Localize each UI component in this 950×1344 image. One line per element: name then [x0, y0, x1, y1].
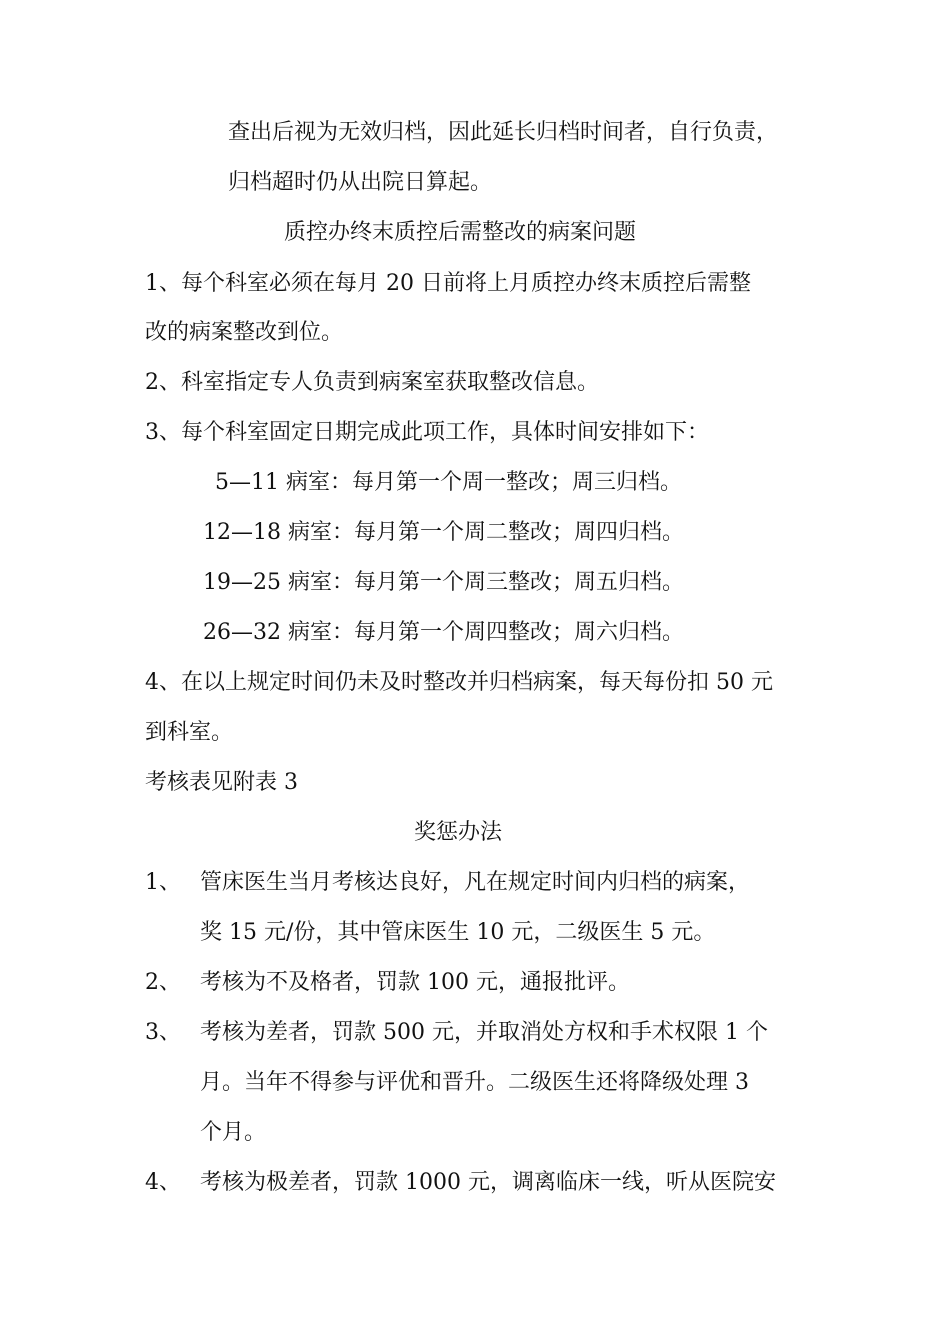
reward-item-text: 月。当年不得参与评优和晋升。二级医生还将降级处理 3 — [200, 1070, 749, 1095]
section-title-rewards: 奖惩办法 — [414, 820, 503, 845]
intro-line-1: 查出后视为无效归档，因此延长归档时间者，自行负责， — [228, 120, 779, 145]
rule-2: 2、科室指定专人负责到病案室获取整改信息。 — [145, 370, 599, 395]
reward-item-number: 3、 — [145, 1020, 181, 1045]
schedule-row: 19—25 病室：每月第一个周三整改；周五归档。 — [203, 570, 684, 595]
schedule-row: 12—18 病室：每月第一个周二整改；周四归档。 — [203, 520, 684, 545]
section-title-quality: 质控办终末质控后需整改的病案问题 — [284, 220, 637, 245]
reward-item-text: 奖 15 元/份，其中管床医生 10 元，二级医生 5 元。 — [200, 920, 716, 945]
reward-item-number: 4、 — [145, 1170, 181, 1195]
reward-item-text: 考核为不及格者，罚款 100 元，通报批评。 — [200, 970, 630, 995]
reward-item-text: 管床医生当月考核达良好，凡在规定时间内归档的病案， — [200, 870, 751, 895]
schedule-row: 5—11 病室：每月第一个周一整改；周三归档。 — [215, 470, 682, 495]
reward-item-text: 考核为差者，罚款 500 元，并取消处方权和手术权限 1 个 — [200, 1020, 768, 1045]
appendix-note: 考核表见附表 3 — [145, 770, 298, 795]
reward-item-text: 个月。 — [200, 1120, 267, 1145]
reward-item-number: 1、 — [145, 870, 181, 895]
rule-3: 3、每个科室固定日期完成此项工作，具体时间安排如下： — [145, 420, 709, 445]
reward-item-number: 2、 — [145, 970, 181, 995]
rule-1-line-1: 1、每个科室必须在每月 20 日前将上月质控办终末质控后需整 — [145, 271, 751, 296]
reward-item-text: 考核为极差者，罚款 1000 元，调离临床一线，听从医院安 — [200, 1170, 776, 1195]
rule-4-line-2: 到科室。 — [145, 720, 234, 745]
rule-4-line-1: 4、在以上规定时间仍未及时整改并归档病案，每天每份扣 50 元 — [145, 670, 773, 695]
intro-line-2: 归档超时仍从出院日算起。 — [228, 170, 493, 195]
rule-1-line-2: 改的病案整改到位。 — [145, 320, 344, 345]
schedule-row: 26—32 病室：每月第一个周四整改；周六归档。 — [203, 620, 684, 645]
